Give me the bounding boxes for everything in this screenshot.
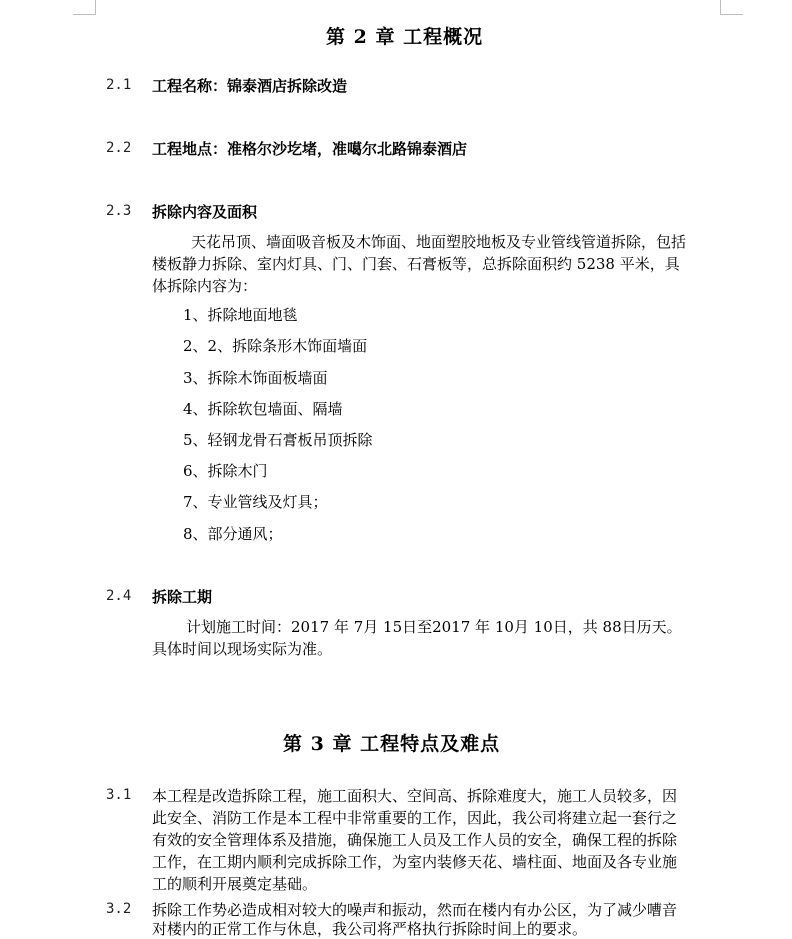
section-number: 3.2 (106, 901, 132, 917)
margin-corner-mark (73, 0, 96, 15)
paragraph-line: 计划施工时间：2017 年 7月 15日至2017 年 10月 10日，共 88日历天。 (186, 618, 682, 636)
paragraph-line: 有效的安全管理体系及措施，确保施工人员及工作人员的安全，确保工程的拆除 (152, 831, 678, 849)
paragraph-line: 对楼内的正常工作与休息，我公司将严格执行拆除时间上的要求。 (152, 920, 588, 938)
paragraph-line: 体拆除内容为： (152, 277, 258, 295)
list-item: 4、拆除软包墙面、隔墙 (183, 400, 343, 418)
paragraph-line: 工的顺利开展奠定基础。 (152, 875, 318, 893)
section-heading: 拆除内容及面积 (152, 203, 258, 221)
list-item: 8、部分通风； (183, 525, 283, 543)
list-item: 1、拆除地面地毯 (183, 306, 298, 324)
section-number: 2.1 (106, 77, 132, 93)
paragraph-line: 工作，在工期内顺利完成拆除工作，为室内装修天花、墙柱面、地面及各专业施 (152, 853, 678, 871)
section-number: 2.2 (106, 140, 132, 156)
chapter-title: 第 2 章 工程概况 (326, 26, 484, 48)
list-item: 5、轻钢龙骨石膏板吊顶拆除 (183, 431, 373, 449)
paragraph-line: 楼板静力拆除、室内灯具、门、门套、石膏板等，总拆除面积约 5238 平米，具 (152, 255, 680, 273)
paragraph-line: 此安全、消防工作是本工程中非常重要的工作，因此，我公司将建立起一套行之 (152, 809, 678, 827)
section-heading: 拆除工期 (152, 588, 213, 606)
section-heading: 工程名称：锦泰酒店拆除改造 (152, 77, 348, 95)
section-number: 2.4 (106, 588, 132, 604)
paragraph-line: 具体时间以现场实际为准。 (152, 640, 333, 658)
paragraph-line: 拆除工作势必造成相对较大的噪声和振动，然而在楼内有办公区，为了减少嘈音 (152, 901, 678, 919)
margin-corner-mark (720, 0, 743, 15)
section-heading: 工程地点：准格尔沙圪堵，准噶尔北路锦泰酒店 (152, 140, 468, 158)
section-number: 2.3 (106, 203, 132, 219)
list-item: 2、2、拆除条形木饰面墙面 (183, 337, 368, 355)
paragraph-line: 天花吊顶、墙面吸音板及木饰面、地面塑胶地板及专业管线管道拆除，包括 (191, 233, 687, 251)
section-number: 3.1 (106, 787, 132, 803)
list-item: 3、拆除木饰面板墙面 (183, 369, 328, 387)
chapter-title: 第 3 章 工程特点及难点 (283, 733, 501, 755)
list-item: 7、专业管线及灯具； (183, 493, 328, 511)
list-item: 6、拆除木门 (183, 462, 268, 480)
paragraph-line: 本工程是改造拆除工程，施工面积大、空间高、拆除难度大，施工人员较多，因 (152, 787, 678, 805)
